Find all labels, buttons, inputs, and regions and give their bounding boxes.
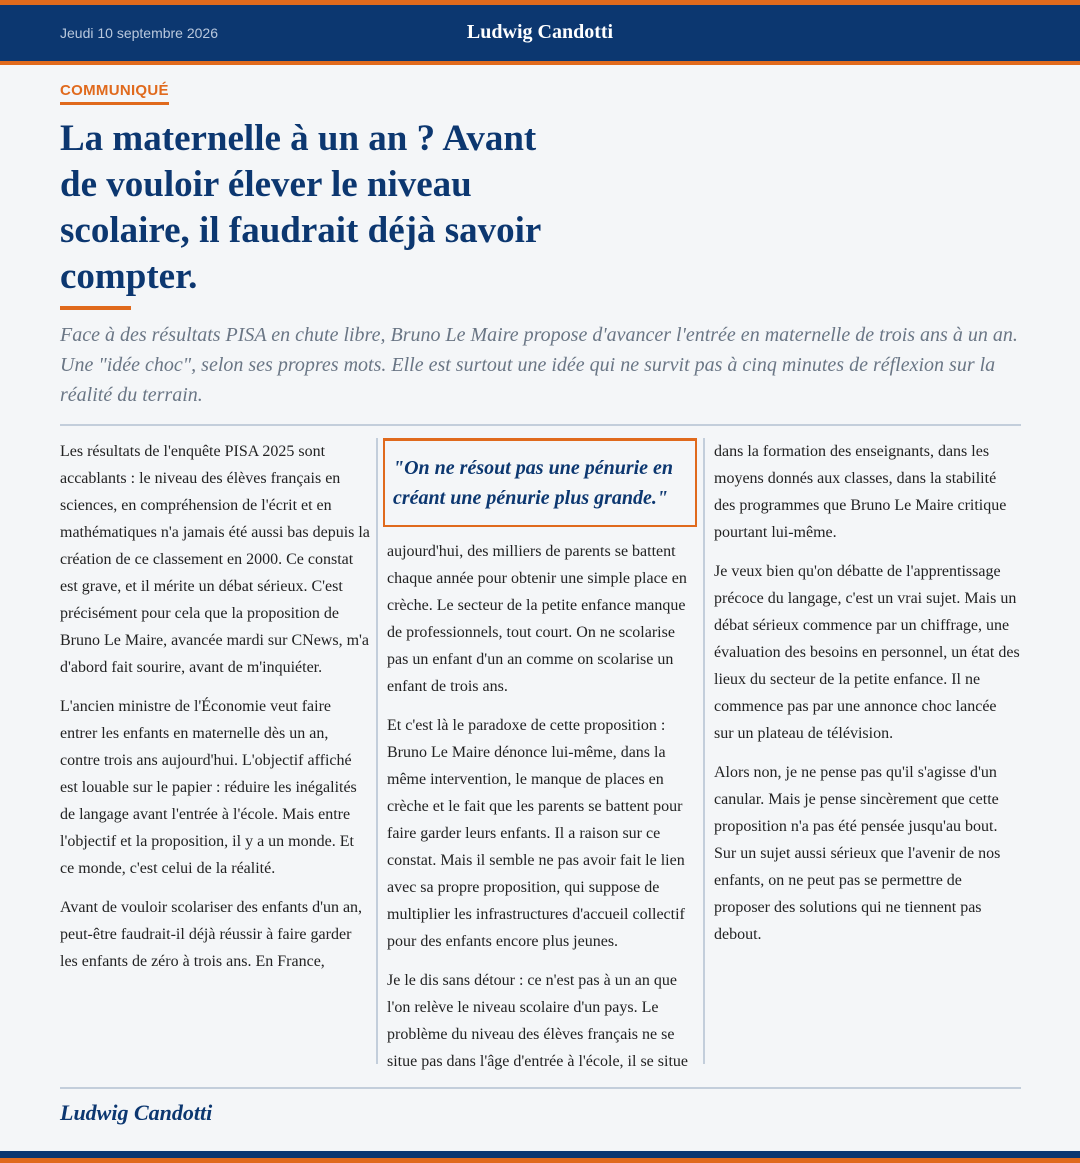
column-divider [376, 438, 378, 1064]
footer-bar [0, 1151, 1080, 1163]
site-brand[interactable]: Ludwig Candotti [466, 21, 614, 43]
divider-bottom [60, 1087, 1021, 1089]
paragraph: Et c'est là le paradoxe de cette proposition : Bruno Le Maire dénonce lui-même, dans la même intervention, le manque de places en crèche et le fait que les parents se battent pour faire garder leurs enfants. Il a raison sur ce constat. Mais il semble ne pas avoir fait le lien avec sa propre proposition, qui suppose de multiplier les infrastructures d'accueil collectif pour des enfants encore plus jeunes. [387, 717, 685, 950]
headline-accent-rule [60, 306, 131, 310]
article-column-3 [714, 438, 1020, 960]
column-divider [703, 438, 705, 1064]
pull-quote: "On ne résout pas une pénurie en créant une pénurie plus grande." [383, 438, 697, 527]
article-headline: La maternelle à un an ? Avant de vouloir élever le niveau scolaire, il faudrait déjà savoir compter. [60, 118, 541, 297]
author-signature: Ludwig Candotti [60, 1100, 213, 1125]
article-lede: Face à des résultats PISA en chute libre, Bruno Le Maire propose d'avancer l'entrée en maternelle de trois ans à un an. Une "idée choc", selon ses propres mots. Elle est surtout une idée qui ne survit pas à cinq minutes de réflexion sur la réalité du terrain. [60, 324, 1018, 406]
article-category: COMMUNIQUÉ [60, 82, 169, 105]
paragraph: aujourd'hui, des milliers de parents se battent chaque année pour obtenir une simple place en crèche. Le secteur de la petite enfance manque de professionnels, tout court. On ne scolarise pas un enfant d'un an comme on scolarise un enfant de trois ans. [387, 543, 687, 695]
header-bar [0, 0, 1080, 65]
publication-date: Jeudi 10 septembre 2026 [60, 25, 218, 41]
divider-top [60, 424, 1021, 426]
paragraph: Je veux bien qu'on débatte de l'apprentissage précoce du langage, c'est un vrai sujet. Mais un débat sérieux commence par un chiffrage, une évaluation des besoins en personnel, un état des lieux du secteur de la petite enfance. Il ne commence pas par une annonce choc lancée sur un plateau de télévision. [714, 563, 1020, 742]
paragraph: dans la formation des enseignants, dans les moyens donnés aux classes, dans la stabilité des programmes que Bruno Le Maire critique pourtant lui-même. [714, 443, 1007, 541]
paragraph: L'ancien ministre de l'Économie veut faire entrer les enfants en maternelle dès un an, contre trois ans aujourd'hui. L'objectif affiché est louable sur le papier : réduire les inégalités de langage avant l'entrée à l'école. Mais entre l'objectif et la proposition, il y a un monde. Et ce monde, c'est celui de la réalité. [60, 698, 357, 877]
article-column-2 [387, 538, 693, 1087]
paragraph: Alors non, je ne pense pas qu'il s'agisse d'un canular. Mais je pense sincèrement que cette proposition n'a pas été pensée jusqu'au bout. Sur un sujet aussi sérieux que l'avenir de nos enfants, on ne peut pas se permettre de proposer des solutions qui ne tiennent pas debout. [714, 764, 1001, 943]
article-column-1 [60, 438, 370, 987]
paragraph: Je le dis sans détour : ce n'est pas à un an que l'on relève le niveau scolaire d'un pays. Le problème du niveau des élèves français ne se situe pas dans l'âge d'entrée à l'école, il se situe [387, 972, 688, 1070]
paragraph: Les résultats de l'enquête PISA 2025 sont accablants : le niveau des élèves français en sciences, en compréhension de l'écrit et en mathématiques n'a jamais été aussi bas depuis la création de ce classement en 2000. Ce constat est grave, et il mérite un débat sérieux. C'est précisément pour cela que la proposition de Bruno Le Maire, avancée mardi sur CNews, m'a d'abord fait sourire, avant de m'inquiéter. [60, 443, 370, 676]
paragraph: Avant de vouloir scolariser des enfants d'un an, peut-être faudrait-il déjà réussir à faire garder les enfants de zéro à trois ans. En France, [60, 899, 363, 970]
